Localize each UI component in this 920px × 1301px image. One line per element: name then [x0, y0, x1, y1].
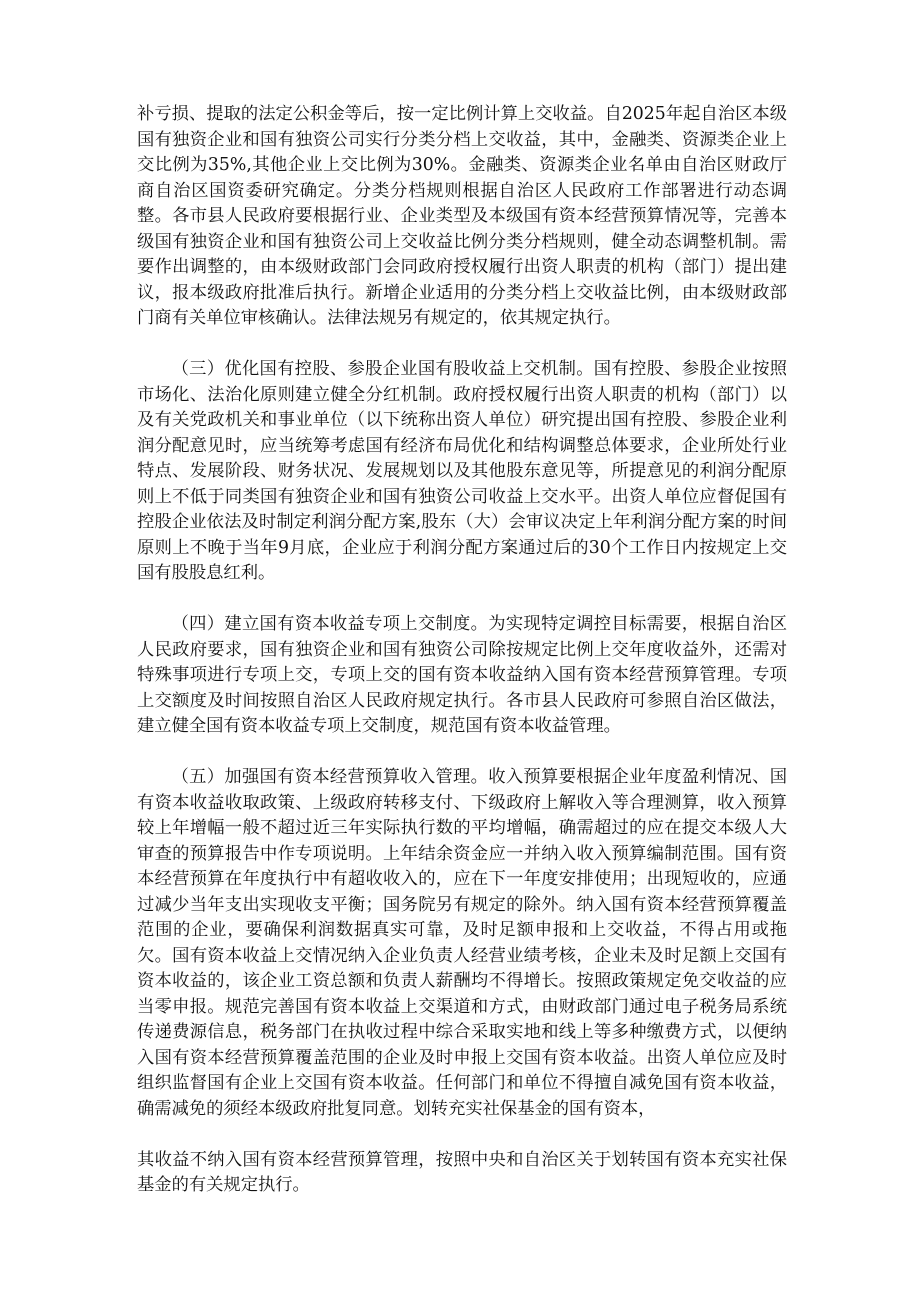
paragraph-section-5: （五）加强国有资本经营预算收入管理。收入预算要根据企业年度盈利情况、国有资本收益收取政策、上级政府转移支付、下级政府上解收入等合理测算，收入预算较上年增幅一般不超过近三年实际执行数的平均增幅，确需超过的应在提交本级人大审查的预算报告中作专项说明。上年结余资金应一并纳入收入预算编制范围。国有资本经营预算在年度执行中有超收收入的，应在下一年度安排使用；出现短收的，应通过减少当年支出实现收支平衡；国务院另有规定的除外。纳入国有资本经营预算覆盖范围的企业，要确保利润数据真实可靠，及时足额申报和上交收益，不得占用或拖欠。国有资本收益上交情况纳入企业负责人经营业绩考核，企业未及时足额上交国有资本收益的，该企业工资总额和负责人薪酬均不得增长。按照政策规定免交收益的应当零申报。规范完善国有资本收益上交渠道和方式，由财政部门通过电子税务局系统传递费源信息，税务部门在执收过程中综合采取实地和线上等多种缴费方式，以便纳入国有资本经营预算覆盖范围的企业及时申报上交国有资本收益。出资人单位应及时组织监督国有企业上交国有资本收益。任何部门和单位不得擅自减免国有资本收益，确需减免的须经本级政府批复同意。划转充实社保基金的国有资本， — [137, 767, 787, 1119]
paragraph-section-4: （四）建立国有资本收益专项上交制度。为实现特定调控目标需要，根据自治区人民政府要求，国有独资企业和国有独资公司除按规定比例上交年度收益外，还需对特殊事项进行专项上交，专项上交的国有资本收益纳入国有资本经营预算管理。专项上交额度及时间按照自治区人民政府规定执行。各市县人民政府可参照自治区做法，建立健全国有资本收益专项上交制度，规范国有资本收益管理。 — [137, 614, 787, 736]
document-page — [137, 102, 787, 1199]
paragraph-social-security: 其收益不纳入国有资本经营预算管理，按照中央和自治区关于划转国有资本充实社保基金的有关规定执行。 — [137, 1149, 787, 1195]
paragraph-section-3: （三）优化国有控股、参股企业国有股收益上交机制。国有控股、参股企业按照市场化、法治化原则建立健全分红机制。政府授权履行出资人职责的机构（部门）以及有关党政机关和事业单位（以下统称出资人单位）研究提出国有控股、参股企业利润分配意见时，应当统筹考虑国有经济布局优化和结构调整总体要求，企业所处行业特点、发展阶段、财务状况、发展规划以及其他股东意见等，所提意见的利润分配原则上不低于同类国有独资企业和国有独资公司收益上交水平。出资人单位应督促国有控股企业依法及时制定利润分配方案,股东（大）会审议决定上年利润分配方案的时间原则上不晚于当年9月底，企业应于利润分配方案通过后的30个工作日内按规定上交国有股股息红利。 — [137, 359, 787, 583]
paragraph-profit-ratio: 补亏损、提取的法定公积金等后，按一定比例计算上交收益。自2025年起自治区本级国有独资企业和国有独资公司实行分类分档上交收益，其中，金融类、资源类企业上交比例为35%,其他企业上交比例为30%。金融类、资源类企业名单由自治区财政厅商自治区国资委研究确定。分类分档规则根据自治区人民政府工作部署进行动态调整。各市县人民政府要根据行业、企业类型及本级国有资本经营预算情况等，完善本级国有独资企业和国有独资公司上交收益比例分类分档规则，健全动态调整机制。需要作出调整的，由本级财政部门会同政府授权履行出资人职责的机构（部门）提出建议，报本级政府批准后执行。新增企业适用的分类分档上交收益比例，由本级财政部门商有关单位审核确认。法律法规另有规定的，依其规定执行。 — [137, 104, 787, 328]
